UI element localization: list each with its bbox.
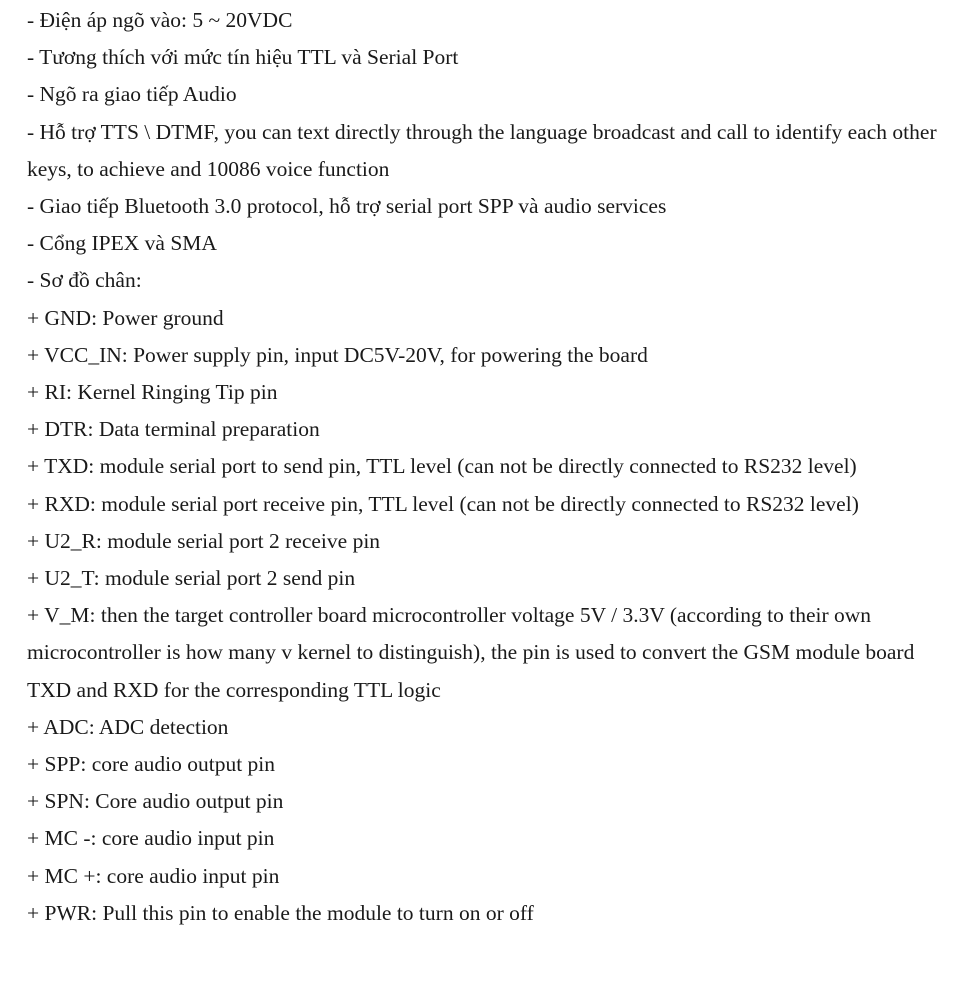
spec-audio-output: - Ngõ ra giao tiếp Audio: [27, 82, 237, 107]
pin-txd: + TXD: module serial port to send pin, TTL level (can not be directly connected to RS232 level): [27, 454, 857, 479]
pin-u2-r: + U2_R: module serial port 2 receive pin: [27, 528, 381, 553]
pin-gnd: + GND: Power ground: [27, 305, 224, 330]
spec-bluetooth: - Giao tiếp Bluetooth 3.0 protocol, hỗ trợ serial port SPP và audio services: [27, 194, 667, 219]
pin-mc-minus: + MC -: core audio input pin: [27, 826, 275, 851]
pin-pwr: + PWR: Pull this pin to enable the module to turn on or off: [27, 900, 534, 925]
pin-ri: + RI: Kernel Ringing Tip pin: [27, 380, 278, 405]
pin-vcc-in: + VCC_IN: Power supply pin, input DC5V-20V, for powering the board: [27, 342, 648, 367]
spec-ports: - Cổng IPEX và SMA: [27, 231, 217, 256]
pin-dtr: + DTR: Data terminal preparation: [27, 417, 320, 442]
pin-rxd: + RXD: module serial port receive pin, TTL level (can not be directly connected to RS232 level): [27, 491, 859, 516]
pin-spn: + SPN: Core audio output pin: [27, 789, 284, 814]
spec-document: [27, 2, 947, 932]
pin-mc-plus: + MC +: core audio input pin: [27, 863, 280, 888]
pinout-heading: - Sơ đồ chân:: [27, 268, 142, 293]
pin-adc: + ADC: ADC detection: [27, 714, 229, 739]
spec-input-voltage: - Điện áp ngõ vào: 5 ~ 20VDC: [27, 8, 293, 32]
pin-u2-t: + U2_T: module serial port 2 send pin: [27, 566, 356, 591]
spec-ttl-compat: - Tương thích với mức tín hiệu TTL và Serial Port: [27, 45, 459, 70]
pin-v-m: + V_M: then the target controller board microcontroller voltage 5V / 3.3V (according to their own microcontroller is how many v kernel to distinguish), the pin is used to convert the GSM module board TXD and RXD for the corresponding TTL logic: [27, 603, 915, 702]
pin-spp: + SPP: core audio output pin: [27, 752, 276, 777]
spec-tts-dtmf: - Hỗ trợ TTS \ DTMF, you can text directly through the language broadcast and call to identify each other keys, to achieve and 10086 voice function: [27, 119, 937, 181]
